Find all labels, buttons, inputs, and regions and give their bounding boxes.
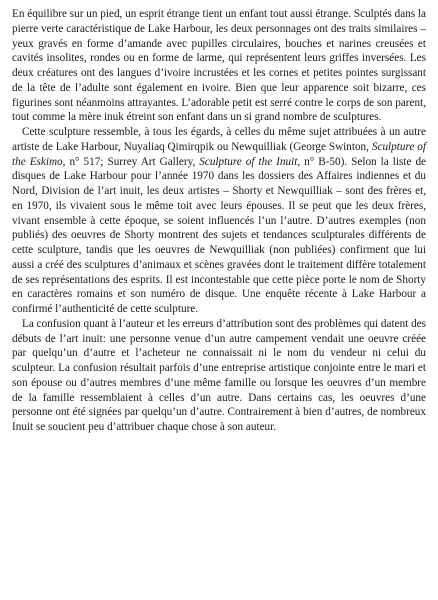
paragraph-text: En équilibre sur un pied, un esprit étrange tient un enfant tout aussi étrange. Sculptés dans la pierre verte caractéristique de Lake Harbour, les deux personnages ont des traits similaires – yeux gravés en forme d’amande avec pupilles circulaires, bouches et narines creusées et cavités insolites, rondes ou en forme de larme, qui représentent leurs griffes inversées. Les deux créatures ont des langues d’ivoire incrustées et les cornes et petites pointes surgissant de la tête de l’adulte sont également en ivoire. Bien que leur apparence soit bizarre, ces figurines sont néanmoins attrayantes. L’adorable petit est serré contre le corps de son parent, tout comme la mère inuk étreint son enfant dans un si grand nombre de sculptures.	[12, 8, 426, 124]
paragraph-text: Cette sculpture ressemble, à tous les égards, à celles du même sujet attribuées à un autre artiste de Lake Harbour, Nuyaliaq Qimirqpik ou Newquilliak (George Swinton,	[12, 126, 426, 153]
paragraph-text: La confusion quant à l’auteur et les erreurs d’attribution sont des problèmes qui datent des débuts de l’art inuit: une personne venue d’un autre campement vendait une oeuvre créée par quelqu’un d’autre et l’acheteur ne connaissait ni le nom du vendeur ni celui du sculpteur. La confusion résultait parfois d’une entreprise artistique conjointe entre le mari et son épouse ou d’autres membres d’une même famille ou lorsque les oeuvres d’un membre de la famille ressemblaient à celles d’un autre. Dans certains cas, les oeuvres d’une personne ont été signées par quelqu’un d’autre. Contrairement à bien d’autres, de nombreux Inuit se soucient peu d’attribuer chaque chose à son auteur.	[12, 317, 426, 433]
paragraph-2	[12, 125, 426, 317]
italic-title-text: Sculpture of the Inuit	[199, 155, 298, 168]
italic-title-text: Sculpture of the Eskimo	[12, 140, 426, 168]
paragraph-1	[12, 7, 426, 125]
paragraph-3	[12, 317, 426, 435]
paragraph-text: , n° B-50). Selon la liste de disques de Lake Harbour pour l’année 1970 dans les dossiers des Affaires indiennes et du Nord, Division de l’art inuit, les deux artistes – Shorty et Newquilliak – sont des frères et, en 1970, ils vivaient sous le même toit avec leurs épouses. Il se peut que les deux frères, vivant ensemble à cette époque, se soient influencés l’un l’autre. D’autres exemples (non publiés) des oeuvres de Shorty montrent des sujets et tendances sculpturales différents de cette sculpture, tandis que les oeuvres de Newquilliak (non publiées) confirment que lui aussi a créé des sculptures d’animaux et scènes gravées dont le traitement diffère totalement de ses représentations des esprits. Il est incontestable que cette pièce porte le nom de Shorty en caractères romains et son numéro de disque. Une enquête récente à Lake Harbour a confirmé l’authenticité de cette sculpture.	[12, 155, 426, 315]
paragraph-text: , n° 517; Surrey Art Gallery,	[62, 155, 200, 168]
